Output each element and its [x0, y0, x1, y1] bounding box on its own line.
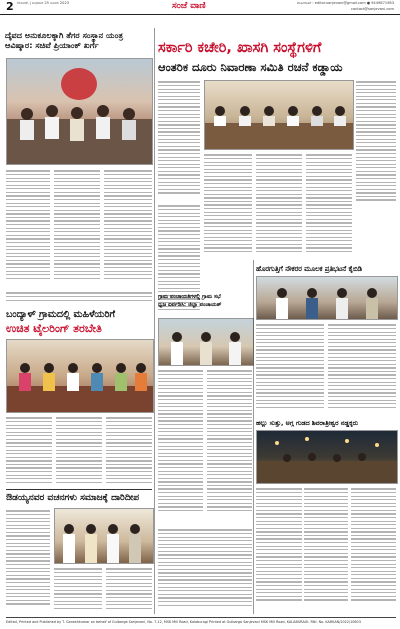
bottom-section-rule	[6, 489, 152, 490]
paper-name: ಸಂಜೆ ವಾಣಿ	[172, 1, 206, 11]
website: contact@sanjevani.com	[350, 7, 394, 11]
tailoring-headline-line2: ಉಚಿತ ಟೈಲರಿಂಗ್ ತರಬೇತಿ	[6, 322, 102, 335]
right-lower-col3	[351, 486, 396, 612]
protest-illustration	[257, 277, 397, 319]
tailoring-text-col1	[6, 415, 52, 487]
main-story-col4	[306, 152, 352, 262]
column-rule-right	[253, 260, 254, 614]
story-top-left-col2	[54, 168, 100, 286]
meeting-illustration	[205, 81, 353, 149]
main-story-col-right	[356, 79, 396, 209]
right-lower-headline: ಹಲ್ಲು ಸುತ್ತು, ಅಗ್ಗ ಗುಡದ ಶಿವರಾತ್ರೀಶ್ವರ ನಡ್ಡಕ್ಕರು	[256, 419, 359, 427]
tailoring-intro-text	[6, 290, 152, 304]
ceremony-photo	[6, 58, 153, 165]
bottom-story-col1	[6, 508, 50, 612]
meeting-photo	[204, 80, 354, 150]
tailoring-photo	[6, 339, 154, 413]
vachana-illustration	[55, 509, 153, 563]
crowd-illustration	[7, 59, 152, 164]
protest-photo	[256, 276, 398, 320]
story-top-left-col3	[104, 168, 152, 286]
story-top-left-col1	[6, 168, 50, 286]
footer-imprint: Edited, Printed and Published by T. Ganeshkumar on behalf of Gulbarga Sanjevani, No. 7-12, MSK Mill Road, Kalaburagi Printed at Gulbarga Sanjevani MSK Mill Road, KALABURAGI. RNI. No. KARKAN/2022/10603	[6, 617, 396, 625]
date-line: ಕಲಬುರಗಿ | ಬುಧವಾರ 25 ಜನವರಿ 2023	[17, 1, 70, 5]
bottom-story-col2	[54, 566, 102, 612]
top-left-headline: ದೈವದ ಅನುಕೂಲಕ್ಕಾಗಿ ತೆಗರ ಸಂಸ್ಥಾನ ಯಂತ್ರ ಆವಿಷ್ಕಾರ: ಸಚಿವೆ ಪ್ರಿಯಾಂಕ್ ಖರ್ಗೆ	[5, 30, 124, 50]
tailoring-text-col3	[106, 415, 152, 487]
bottom-story-col3	[106, 566, 152, 612]
main-story-col3	[256, 152, 302, 262]
right-lower-col2	[304, 486, 348, 612]
page-number: 2	[6, 0, 14, 13]
right-lower-col1	[256, 486, 302, 612]
right-story-col1	[256, 322, 324, 414]
panchayat-illustration	[159, 319, 253, 365]
main-headline-line1: ಸರ್ಕಾರಿ ಕಚೇರಿ, ಖಾಸಗಿ ಸಂಸ್ಥೆಗಳಿಗೆ	[158, 40, 322, 56]
main-headline-line2: ಆಂತರಿಕ ದೂರು ನಿವಾರಣಾ ಸಮಿತಿ ರಚನೆ ಕಡ್ಡಾಯ	[158, 60, 343, 74]
right-story-col2	[328, 322, 396, 414]
right-mid-headline: ಹೊರಗುತ್ತಿಗೆ ನೌಕರರ ಮೂಲಕ ಪ್ರತಿಭಟನೆ ಕೈಬಿಡಿ	[256, 265, 362, 273]
vachana-photo	[54, 508, 154, 564]
center-story-col2	[207, 368, 252, 523]
contact-line: ಜಾಹೀರಾತಿಗೆ : editor.sanjevani@gmail.com ● 9449871983	[296, 1, 394, 5]
tailoring-text-col2	[56, 415, 102, 487]
tailoring-headline-line1: ಬಂದ್ಯಾಳ್ ಗ್ರಾಮದಲ್ಲಿ ಮಹಿಳೆಯರಿಗೆ	[6, 309, 116, 320]
temple-illustration	[257, 431, 397, 483]
center-sub-headline-line1: ಗ್ರಾಮ ಪಂಚಾಯತಿಗಳಲ್ಲಿ ಗ್ರಾಮ ಸಭೆ	[158, 294, 221, 300]
tailoring-illustration	[7, 340, 153, 412]
panchayat-photo	[158, 318, 254, 366]
center-story-col1	[158, 368, 203, 523]
temple-photo	[256, 430, 398, 484]
column-rule-left	[154, 28, 155, 614]
center-sub-headline-line2: ಧ್ವಜ ಏರ್ಪಡಿಸಿ: ಜಿಲ್ಲಾ ಪಂಚಾಯತ್	[158, 302, 222, 308]
masthead	[0, 0, 400, 15]
main-story-col1	[158, 79, 200, 199]
center-bottom-col	[158, 527, 252, 612]
bottom-headline: ಔಡಯ್ಯನವರ ವಚನಗಳು ಸಮಾಜಕ್ಕೆ ದಾರಿದೀಪ	[6, 493, 139, 503]
main-story-col2	[204, 152, 252, 262]
